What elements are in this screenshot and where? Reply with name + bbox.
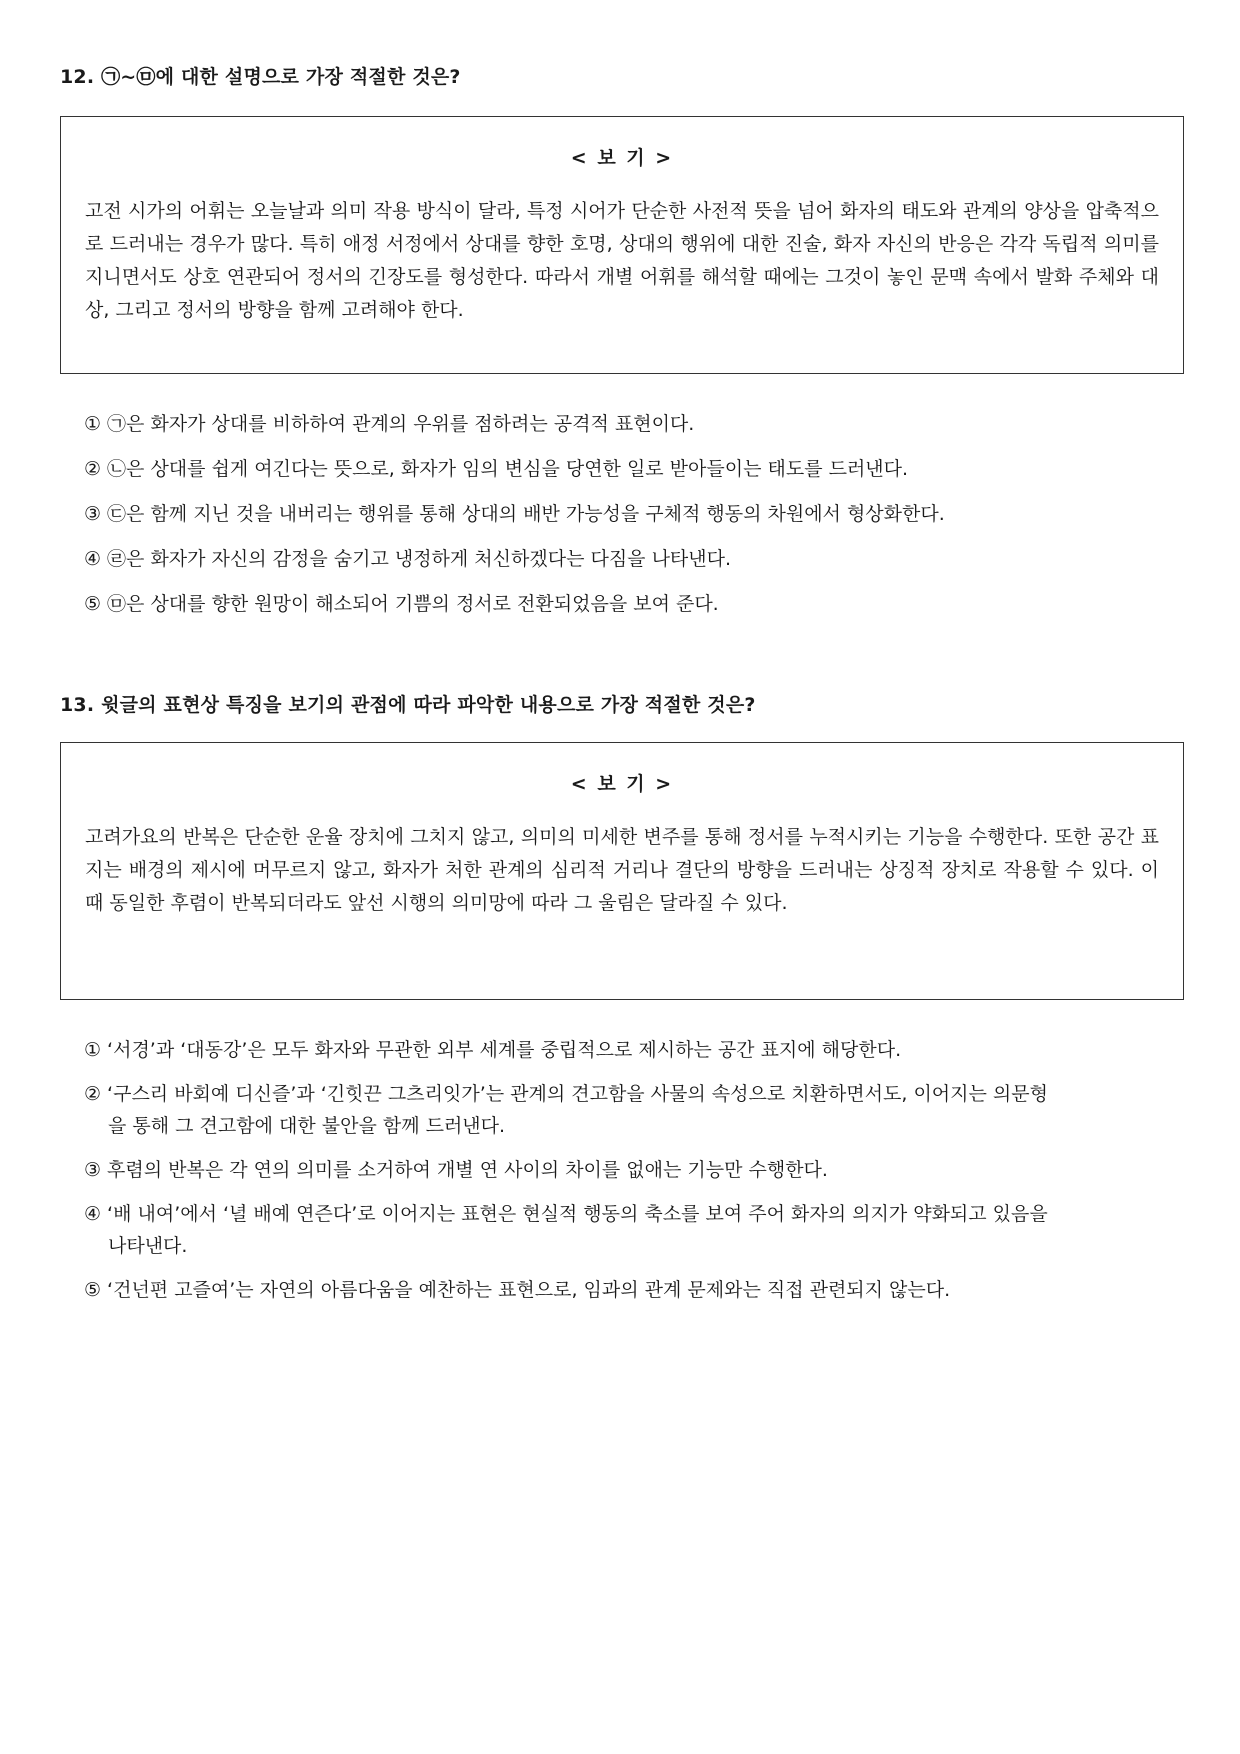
choice-number: ③ (84, 503, 102, 525)
question-12-choices (84, 408, 1184, 620)
choice-number: ⑤ (84, 593, 102, 615)
question-13-choices (84, 1034, 1184, 1306)
choice-text: ㉣은 화자가 자신의 감정을 숨기고 냉정하게 처신하겠다는 다짐을 나타낸다. (107, 548, 732, 570)
choice-text-continued: 나타낸다. (108, 1235, 188, 1257)
choice-text: ‘건넌편 고즐여’는 자연의 아름다움을 예찬하는 표현으로, 임과의 관계 문제와는 직접 관련되지 않는다. (107, 1279, 951, 1301)
question-12-title: 12. ㉠~㉤에 대한 설명으로 가장 적절한 것은? (60, 66, 461, 88)
choice-text: ㉡은 상대를 쉽게 여긴다는 뜻으로, 화자가 임의 변심을 당연한 일로 받아들이는 태도를 드러낸다. (107, 458, 909, 480)
choice-text: ‘서경’과 ‘대동강’은 모두 화자와 무관한 외부 세계를 중립적으로 제시하는 공간 표지에 해당한다. (107, 1039, 902, 1061)
choice-text: 후렴의 반복은 각 연의 의미를 소거하여 개별 연 사이의 차이를 없애는 기능만 수행한다. (107, 1159, 828, 1181)
choice-item[interactable] (84, 1274, 1184, 1306)
choice-item[interactable] (84, 1198, 1184, 1262)
bogi-text: 고려가요의 반복은 단순한 운율 장치에 그치지 않고, 의미의 미세한 변주를 통해 정서를 누적시키는 기능을 수행한다. 또한 공간 표지는 배경의 제시에 머무르지 않고, 화자가 처한 관계의 심리적 거리나 결단의 방향을 드러내는 상징적 장치로 작용할 수 있다. 이때 동일한 후렴이 반복되더라도 앞선 시행의 의미망에 따라 그 울림은 달라질 수 있다. (85, 826, 1159, 914)
choice-text-continued: 을 통해 그 견고함에 대한 불안을 함께 드러낸다. (108, 1115, 506, 1137)
choice-item[interactable] (84, 543, 1184, 575)
question-13-bogi-box (60, 742, 1184, 1000)
choice-number: ⑤ (84, 1279, 102, 1301)
bogi-text: 고전 시가의 어휘는 오늘날과 의미 작용 방식이 달라, 특정 시어가 단순한 사전적 뜻을 넘어 화자의 태도와 관계의 양상을 압축적으로 드러내는 경우가 많다. 특히 애정 서정에서 상대를 향한 호명, 상대의 행위에 대한 진술, 화자 자신의 반응은 각각 독립적 의미를 지니면서도 상호 연관되어 정서의 긴장도를 형성한다. 따라서 개별 어휘를 해석할 때에는 그것이 놓인 문맥 속에서 발화 주체와 대상, 그리고 정서의 방향을 함께 고려해야 한다. (85, 200, 1159, 321)
choice-number: ① (84, 413, 102, 435)
question-12-bogi-box (60, 116, 1184, 374)
bogi-label: < 보 기 > (570, 773, 674, 795)
choice-text: ㉢은 함께 지닌 것을 내버리는 행위를 통해 상대의 배반 가능성을 구체적 행동의 차원에서 형상화한다. (107, 503, 945, 525)
bogi-label: < 보 기 > (570, 147, 674, 169)
choice-item[interactable] (84, 498, 1184, 530)
choice-text: ‘배 내여’에서 ‘녈 배예 연즌다’로 이어지는 표현은 현실적 행동의 축소를 보여 주어 화자의 의지가 약화되고 있음을 (107, 1203, 1048, 1225)
choice-item[interactable] (84, 588, 1184, 620)
choice-item[interactable] (84, 1154, 1184, 1186)
choice-number: ③ (84, 1159, 102, 1181)
choice-item[interactable] (84, 1078, 1184, 1142)
choice-text: ㉤은 상대를 향한 원망이 해소되어 기쁨의 정서로 전환되었음을 보여 준다. (107, 593, 719, 615)
question-13-title: 13. 윗글의 표현상 특징을 보기의 관점에 따라 파악한 내용으로 가장 적절한 것은? (60, 694, 756, 716)
choice-text: ‘구스리 바회예 디신즐’과 ‘긴힛끈 그츠리잇가’는 관계의 견고함을 사물의 속성으로 치환하면서도, 이어지는 의문형 (107, 1083, 1048, 1105)
choice-item[interactable] (84, 453, 1184, 485)
choice-number: ② (84, 1083, 102, 1105)
choice-text: ㉠은 화자가 상대를 비하하여 관계의 우위를 점하려는 공격적 표현이다. (107, 413, 695, 435)
choice-number: ④ (84, 1203, 102, 1225)
choice-number: ② (84, 458, 102, 480)
choice-number: ④ (84, 548, 102, 570)
choice-number: ① (84, 1039, 102, 1061)
choice-item[interactable] (84, 408, 1184, 440)
choice-item[interactable] (84, 1034, 1184, 1066)
